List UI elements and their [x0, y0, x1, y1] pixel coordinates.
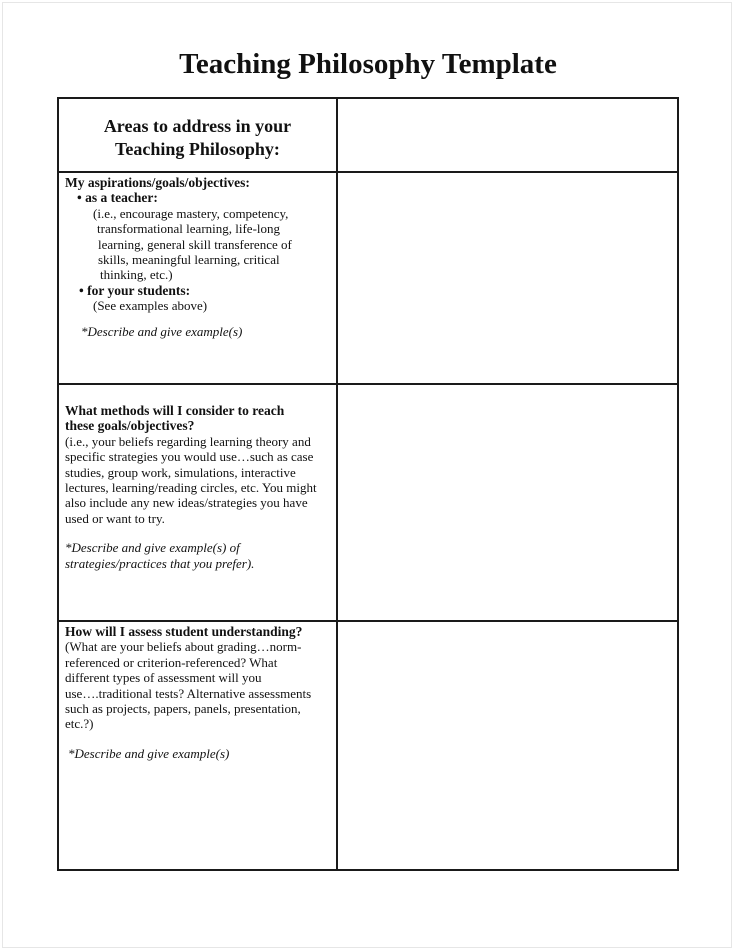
methods-note-line-1: *Describe and give example(s) of: [65, 540, 240, 556]
table-row-assessment: [58, 621, 678, 870]
methods-detail-line: (i.e., your beliefs regarding learning theory and: [65, 433, 311, 449]
assessment-detail-line: referenced or criterion-referenced? What: [65, 654, 278, 670]
methods-heading-line-1: What methods will I consider to reach: [65, 403, 285, 418]
methods-detail-line: lectures, learning/reading circles, etc. You might: [65, 480, 317, 496]
students-bullet: • for your students:: [79, 282, 191, 298]
assessment-prompt-cell: [58, 621, 337, 870]
methods-heading-line-2: these goals/objectives?: [65, 418, 195, 434]
teacher-detail-line: skills, meaningful learning, critical: [98, 252, 280, 268]
table-header-row: [58, 98, 678, 172]
table-row-methods: [58, 384, 678, 621]
page-title: Teaching Philosophy Template: [179, 48, 557, 80]
header-line-2: Teaching Philosophy:: [115, 139, 280, 159]
goals-prompt-cell: [58, 172, 337, 384]
goals-heading: My aspirations/goals/objectives:: [65, 175, 250, 190]
methods-response-cell[interactable]: [337, 384, 678, 621]
students-detail-line: (See examples above): [93, 298, 208, 314]
goals-note: *Describe and give example(s): [81, 323, 243, 339]
methods-prompt-cell: [58, 384, 337, 621]
methods-detail-line: also include any new ideas/strategies you have: [65, 495, 308, 511]
header-right-cell[interactable]: [337, 98, 678, 172]
teacher-bullet: • as a teacher:: [77, 190, 158, 206]
table-row-goals: [58, 172, 678, 384]
assessment-detail-line: different types of assessment will you: [65, 670, 262, 686]
assessment-response-cell[interactable]: [337, 621, 678, 870]
philosophy-table: [57, 97, 679, 871]
methods-note-line-2: strategies/practices that you prefer).: [65, 555, 255, 571]
teacher-detail-line: (i.e., encourage mastery, competency,: [93, 205, 289, 221]
assessment-detail-line: such as projects, papers, panels, presentation,: [65, 701, 301, 717]
assessment-heading: How will I assess student understanding?: [65, 624, 303, 639]
methods-detail-line: specific strategies you would use…such as case: [65, 449, 314, 465]
assessment-detail-line: etc.?): [65, 716, 94, 732]
methods-detail-line: used or want to try.: [65, 510, 165, 526]
goals-response-cell[interactable]: [337, 172, 678, 384]
header-left-cell: [58, 98, 337, 172]
assessment-detail-line: use….traditional tests? Alternative assessments: [65, 685, 312, 701]
header-line-1: Areas to address in your: [103, 116, 292, 136]
teacher-detail-line: thinking, etc.): [100, 267, 173, 283]
teacher-detail-line: learning, general skill transference of: [98, 236, 292, 252]
methods-detail-line: studies, group work, simulations, interactive: [65, 464, 296, 480]
assessment-detail-line: (What are your beliefs about grading…norm-: [65, 639, 302, 655]
teacher-detail-line: transformational learning, life-long: [97, 221, 281, 237]
assessment-note: *Describe and give example(s): [68, 745, 230, 761]
